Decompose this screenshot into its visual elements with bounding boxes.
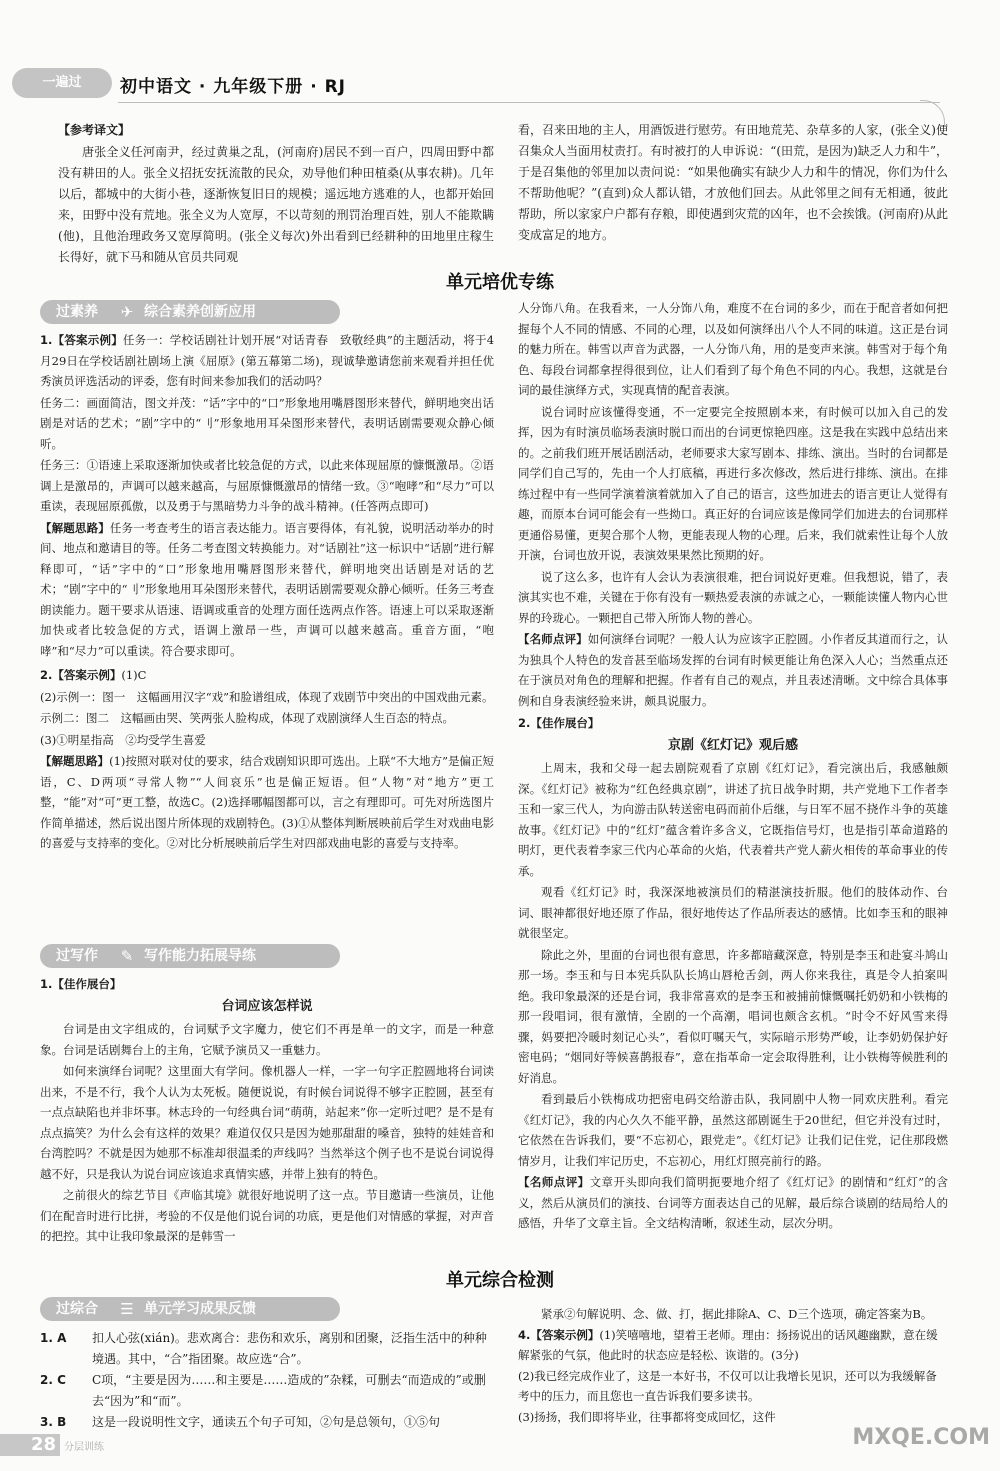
comp-num: 2. C	[40, 1373, 66, 1387]
practice-right-column	[518, 298, 948, 1235]
comp-right-tag: 【答案示例】	[530, 1327, 600, 1342]
comp-right-cont: 紧承②句解说明、念、做、打，据此排除A、C、D三个选项，确定答案为B。	[541, 1307, 933, 1321]
brand-logo: 一遍过	[12, 68, 112, 98]
banner-writing-title: 写作能力拓展导练	[144, 948, 256, 964]
w2-essay-title: 京剧《红灯记》观后感	[667, 737, 798, 753]
comp-item-2	[40, 1370, 494, 1412]
w2-tag: 【佳作展台】	[530, 716, 600, 730]
comp-right-a1: (1)笑嘻嘻地，望着王老师。理由：扬扬说出的话风趣幽默，意在缓解紧张的气氛，他此时的状态应是轻松、诙谐的。(3分)	[518, 1327, 938, 1362]
section-title-practice: 单元培优专练	[446, 272, 554, 293]
section-title-comprehensive: 单元综合检测	[446, 1270, 554, 1291]
w2-number: 2.	[518, 716, 531, 730]
q1-answer-tag: 【答案示例】	[52, 333, 123, 347]
q2-ans1: (1)C	[121, 668, 147, 682]
q2-ans2: (2)示例一：图一 这幅画用汉字“戏”和脸谱组成，体现了戏剧节中突出的中国戏曲元素。	[40, 689, 494, 704]
comp-num: 1. A	[40, 1331, 67, 1345]
q2-number: 2.	[40, 668, 53, 682]
banner-writing	[40, 944, 340, 968]
w1-p2: 如何来演绎台词呢？这里面大有学问。像机器人一样，一字一句字正腔圆地将台词读出来，不是不行，我个人认为太死板。随便说说，有时候台词说得不够字正腔圆，甚至有一点点缺陷也并非坏事。林志玲的一句经典台词“萌萌，站起来”你一定听过吧？是不是有点点搞笑？为什么会有这样的效果？难道仅仅只是因为她那甜甜的嗓音，独特的娃娃音和台湾腔吗？不就是因为她那不标准却很温柔的声线吗？当然举这个例子也不是说台词说得越不好，只是我认为说台词应该追求真情实感，并带上独有的特色。	[40, 1064, 494, 1181]
comp-text: C项，“主要是因为……和主要是……造成的”杂糅，可删去“而造成的”或删去“因为”和“而”。	[92, 1373, 486, 1408]
comp-right-a3: (3)扬扬，我们即将毕业，往事都将变成回忆，这件	[518, 1409, 776, 1424]
w1-p3: 之前很火的综艺节目《声临其境》就很好地说明了这一点。节目邀请一些演员，让他们在配音时进行比拼，考验的不仅是他们说台词的功底，更是他们对情感的掌握，对声音的把控。其中让我印象最深的是韩雪一	[40, 1188, 494, 1243]
comp-item-3	[40, 1412, 494, 1433]
q1-task1: 任务一：学校话剧社计划开展“对话青春 致敬经典”的主题活动，将于4月29日在学校话剧社剧场上演《屈原》(第五幕第二场)，现诚挚邀请您前来观看并担任优秀演员评选活动的评委，您有时间来参加我们的活动吗？	[40, 333, 495, 388]
comprehensive-left	[40, 1328, 494, 1433]
r1-comment: 如何演绎台词呢？一般人认为应该字正腔圆。小作者反其道而行之，认为独具个人特色的发音甚至临场发挥的台词有时候更能让角色深入人心；当然重点还在于演员对角色的理解和把握。作者有自己的观点，并且表述清晰。文中综合具体事例和自身表演经验来讲，颇具说服力。	[518, 632, 948, 708]
page-header	[0, 58, 1000, 110]
r1-comment-tag: 【名师点评】	[518, 632, 588, 646]
w1-tag: 【佳作展台】	[52, 977, 122, 991]
ref-label: 【参考译文】	[58, 123, 131, 137]
q2-ans3: (3)①明星指高 ②均受学生喜爱	[40, 732, 206, 747]
banner-comprehensive-label: 过综合	[56, 1301, 98, 1317]
footer-text: 分层训练	[64, 1442, 104, 1453]
comp-text: 这是一段说明性文字，通读五个句子可知，②句是总领句，①⑤句	[92, 1415, 441, 1429]
comp-right-num: 4.	[518, 1327, 531, 1342]
banner-comprehensive-title: 单元学习成果反馈	[144, 1301, 256, 1317]
r1-p1: 说台词时应该懂得变通，不一定要完全按照剧本来，有时候可以加入自己的发挥，因为有时演员临场表演时脱口而出的台词更惊艳四座。这是我在实践中总结出来的。之前我们班开展话剧活动，老师要求大家写剧本、排练、演出。当时的台词都是同学们自己写的，先由一个人打底稿，再进行多次修改，然后进行排练、演出。在排练过程中有一些同学演着演着就加入了自己的语言，这些加进去的语言更让人觉得有趣，而原本台词可能会有一些拗口。真正好的台词应该是像同学们加进去的台词那样更通俗易懂，更契合那个人物，更能表现人物的心理。后来，我们就索性让每个人放开演，台词也放开说，表演效果果然比预期的好。	[518, 404, 948, 562]
q1-task2: 任务二：画面简洁，图文并茂：“话”字中的“口”形象地用嘴唇图形来替代，鲜明地突出话剧是对话的艺术；“剧”字中的“刂”形象地用耳朵图形来替代，表明话剧需要观众静心倾听。	[40, 395, 494, 451]
comp-text: 扣人心弦(xián)。悲欢离合：悲伤和欢乐，离别和团聚，泛指生活中的种种境遇。其中，“合”指团聚。故应选“合”。	[92, 1331, 487, 1366]
w2-p4: 看到最后小铁梅成功把密电码交给游击队，我同剧中人物一同欢庆胜利。看完《红灯记》，我的内心久久不能平静，虽然这部剧诞生于20世纪，但它并没有过时，它依然在告诉我们，要“不忘初心，跟党走”。《红灯记》让我们记住党，记住那段燃情岁月，让我们牢记历史，不忘初心，用红灯照亮前行的路。	[518, 1092, 948, 1168]
banner-comprehensive	[40, 1297, 340, 1321]
w2-p3: 除此之外，里面的台词也很有意思，许多都暗藏深意，特别是李玉和赴宴斗鸠山那一场。李玉和与日本宪兵队队长鸠山唇枪舌剑，两人你来我往，真是令人拍案叫绝。我印象最深的还是台词，我非常喜欢的是李玉和被捕前慷慨嘱托奶奶和小铁梅的那一段唱词，很有激情，全剧的一个高潮，唱词也颇含玄机。“时令不好风雪来得骤，妈要把冷暖时刻记心头”，看似叮嘱天气，实际暗示形势严峻，让李奶奶保护好密电码；“烟同好等候喜鹊报春”，意在指革命一定会取得胜利，让小铁梅等候胜利的好消息。	[518, 947, 948, 1085]
comprehensive-right	[518, 1304, 948, 1427]
q1-think-tag: 【解题思路】	[40, 520, 110, 535]
writing-left-column	[40, 974, 494, 1248]
q2-think: (1)按照对联对仗的要求，结合戏剧知识即可选出。上联“不大地方”是偏正短语，C、D两项“寻常人物”“人间哀乐”也是偏正短语。但“人物”对“地方”更工整，“能”对“可”更工整，故选C。(2)选择哪幅图都可以，言之有理即可。可先对所选图片作简单描述，然后说出图片所体现的戏剧特色。(3)①从整体判断展映前后学生对戏曲电影的喜爱与支持率的变化。②对比分析展映前后学生对四部戏曲电影的喜爱与支持率。	[40, 754, 495, 850]
q1-task3: 任务三：①语速上采取逐渐加快或者比较急促的方式，以此来体现屈原的慷慨激昂。②语调上是激昂的，声调可以越来越高，与屈原慷慨激昂的情绪一致。③“咆哮”和“尽力”可以重读，表现屈原孤傲，以及勇于与黑暗势力斗争的战斗精神。(任答两点即可)	[40, 458, 494, 513]
comp-right-a2: (2)我已经完成作业了，这是一本好书，不仅可以让我增长见识，还可以为我缓解备考中的压力，而且您也一直告诉我们要多读书。	[518, 1368, 937, 1403]
paper-plane-icon: ✈	[120, 303, 134, 321]
header-rule	[118, 102, 940, 103]
r1-p2: 说了这么多，也许有人会认为表演很难，把台词说好更难。但我想说，错了，表演其实也不难，关键在于你有没有一颗热爱表演的赤诚之心，一颗能读懂人物内心世界的玲珑心。一颗把自己带入所饰人物的善心。	[518, 569, 948, 625]
site-watermark: MXQE.COM	[852, 1425, 990, 1450]
banner-literacy-label: 过素养	[56, 304, 98, 320]
practice-left-column	[40, 330, 494, 855]
q2-think-tag: 【解题思路】	[40, 754, 110, 768]
comp-num: 3. B	[40, 1415, 67, 1429]
list-icon: ☰	[120, 1300, 134, 1318]
banner-writing-label: 过写作	[56, 948, 98, 964]
pencil-icon: ✎	[120, 947, 134, 965]
header-title: 初中语文 · 九年级下册 · RJ	[120, 77, 347, 97]
w1-p1: 台词是由文字组成的，台词赋予文字魔力，使它们不再是单一的文字，而是一种意象。台词是话剧舞台上的主角，它赋予演员又一重魅力。	[40, 1022, 494, 1057]
w1-essay-title: 台词应该怎样说	[221, 998, 313, 1014]
ref-text-right: 看，召来田地的主人，用酒饭进行慰劳。有田地荒芜、杂草多的人家，(张全义)便召集众人当面用杖责打。有时被打的人申诉说：“(田荒，是因为)缺乏人力和牛”，于是召集他的邻里加以责问说：“如果他确实有缺少人力和牛的情况，你们为什么不帮助他呢？”(直到)众人都认错，才放他们回去。从此邻里之间有无相通，彼此帮助，所以家家户户都有存粮，即使遇到灾荒的凶年，也不会挨饿。(河南府)从此变成富足的地方。	[518, 123, 948, 242]
q1-number: 1.	[40, 333, 53, 347]
q1-think: 任务一考查考生的语言表达能力。语言要得体，有礼貌，说明活动举办的时间、地点和邀请目的等。任务二考查图文转换能力。对“话剧社”这一标识中“话剧”进行解释即可，“话”字中的“口”形象地用嘴唇图形来替代，鲜明地突出话剧是对话的艺术；“剧”字中的“刂”形象地用耳朵图形来替代，表明话剧需要观众静心倾听。任务三考查朗读能力。题干要求从语速、语调或重音的处理方面任选两点作答。语速上可以采取逐渐加快或者比较急促的方式，语调上激昂一些，声调可以越来越高。重音方面，“咆哮”和“尽力”可以重读。符合要求即可。	[40, 520, 495, 658]
w2-p1: 上周末，我和父母一起去剧院观看了京剧《红灯记》，看完演出后，我感触颇深。《红灯记》被称为“红色经典京剧”，讲述了抗日战争时期，共产党地下工作者李玉和一家三代人，为向游击队转送密电码而前仆后继，与日军不屈不挠作斗争的英雄故事。《红灯记》中的“红灯”蕴含着许多含义，它既指信号灯，也是指引革命道路的明灯，更代表着李家三代内心革命的火焰，代表着共产党人薪火相传的革命事业的传承。	[518, 761, 948, 878]
w2-comment: 文章开头即向我们简明扼要地介绍了《红灯记》的剧情和“红灯”的含义，然后从演员们的演技、台词等方面表达自己的见解，最后综合谈剧的结局给人的感悟，升华了文章主旨。全文结构清晰，叙述生动，层次分明。	[518, 1175, 948, 1230]
w2-comment-tag: 【名师点评】	[518, 1175, 590, 1189]
banner-literacy-title: 综合素养创新应用	[144, 304, 256, 320]
ref-translation-left	[58, 120, 494, 269]
comp-item-1	[40, 1328, 494, 1370]
w1-number: 1.	[40, 977, 53, 991]
q2-ans2b: 示例二：图二 这幅画由哭、笑两张人脸构成，体现了戏剧演绎人生百态的特点。	[40, 711, 454, 725]
banner-literacy	[40, 300, 340, 324]
page-number: 28	[0, 1434, 60, 1456]
ref-translation-right	[518, 120, 948, 246]
q2-answer-tag: 【答案示例】	[52, 668, 122, 682]
ref-text-left: 唐张全义任河南尹，经过黄巢之乱，(河南府)居民不到一百户，四周田野中都没有耕田的人。张全义招抚安抚流散的民众，劝导他们种田植桑(从事农耕)。几年以后，都城中的大街小巷，逐渐恢复旧日的规模；遥远地方逃难的人，也都开始回来，田野中没有荒地。张全义为人宽厚，不以苛刻的刑罚治理百姓，别人不能欺瞒(他)，且他治理政务又宽厚简明。(张全义每次)外出看到已经耕种的田地里庄稼生长得好，就下马和随从官员共同观	[58, 145, 494, 264]
w2-p2: 观看《红灯记》时，我深深地被演员们的精湛演技折服。他们的肢体动作、台词、眼神都很好地还原了作品，很好地传达了作品所表达的感情。比如李玉和的眼神就很坚定。	[518, 885, 948, 940]
r1-p0: 人分饰八角。在我看来，一人分饰八角，难度不在台词的多少，而在于配音者如何把握每个人不同的情感、不同的心理，以及如何演绎出八个人不同的味道。这正是台词的魅力所在。韩雪以声音为武器，一人分饰八角，用的是变声来演。韩雪对于每个角色、每段台词都拿捏得很到位，让人们看到了每个角色不同的内心。我想，这就是台词的最佳演绎方式，实现真情的配音表演。	[518, 301, 948, 397]
